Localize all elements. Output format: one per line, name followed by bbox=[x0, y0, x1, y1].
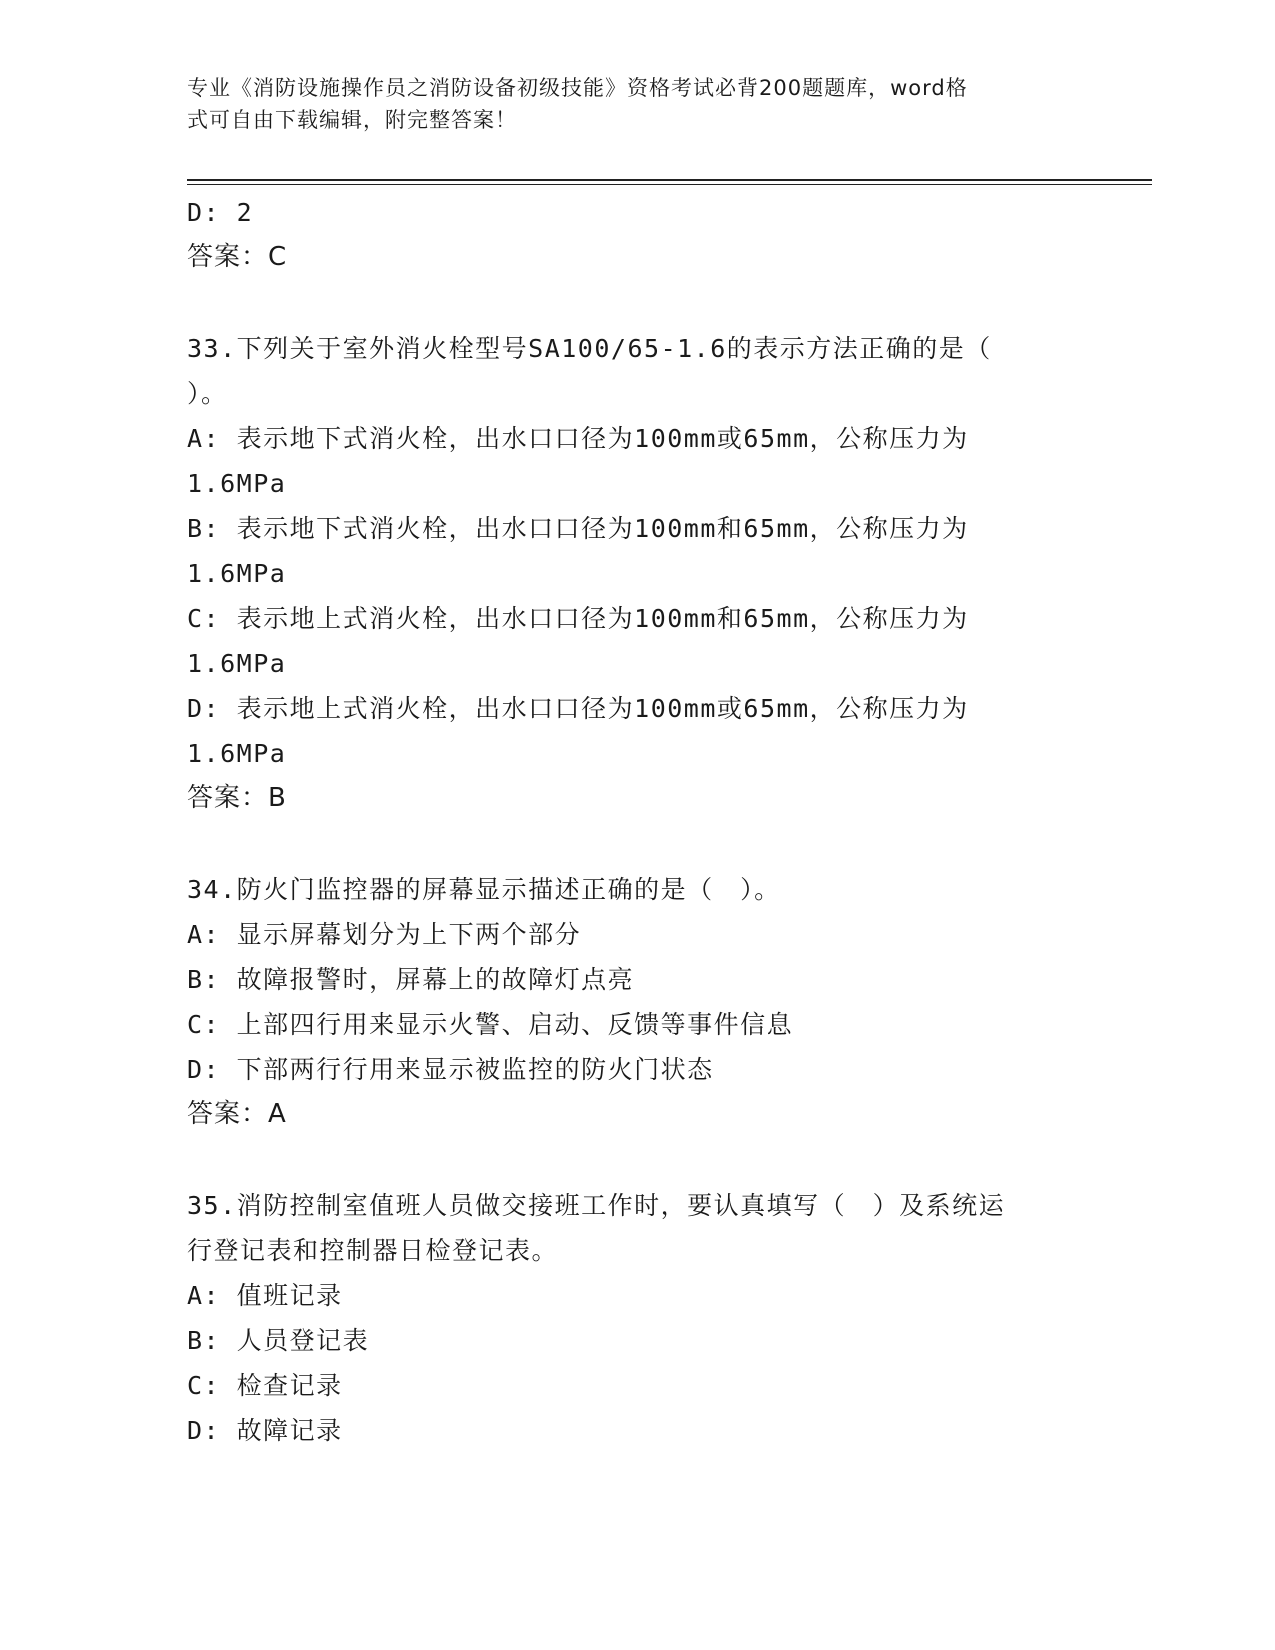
option-c-cont: 1.6MPa bbox=[187, 649, 287, 678]
header-divider-thin bbox=[187, 184, 1152, 185]
option-d: D: 下部两行行用来显示被监控的防火门状态 bbox=[187, 1055, 714, 1084]
option-b-cont: 1.6MPa bbox=[187, 559, 287, 588]
option-d: D: 2 bbox=[187, 198, 254, 227]
question-stem: 33.下列关于室外消火栓型号SA100/65-1.6的表示方法正确的是（ bbox=[187, 334, 992, 363]
answer: 答案：C bbox=[187, 242, 288, 272]
question-35 bbox=[187, 1183, 1087, 1453]
option-c: C: 上部四行用来显示火警、启动、反馈等事件信息 bbox=[187, 1010, 794, 1039]
answer: 答案：A bbox=[187, 1099, 287, 1129]
option-b: B: 人员登记表 bbox=[187, 1326, 370, 1355]
question-stem-cont: 行登记表和控制器日检登记表。 bbox=[187, 1236, 559, 1265]
option-d: D: 故障记录 bbox=[187, 1416, 343, 1445]
option-c: C: 表示地上式消火栓，出水口口径为100mm和65mm，公称压力为 bbox=[187, 604, 969, 633]
document-header bbox=[187, 72, 1067, 136]
question-stem: 34.防火门监控器的屏幕显示描述正确的是（ ）。 bbox=[187, 875, 781, 904]
question-33 bbox=[187, 326, 1087, 821]
answer: 答案：B bbox=[187, 783, 287, 813]
header-line-1: 专业《消防设施操作员之消防设备初级技能》资格考试必背200题题库，word格 bbox=[187, 76, 968, 100]
header-divider-thick bbox=[187, 179, 1152, 181]
question-stem: 35.消防控制室值班人员做交接班工作时，要认真填写（ ）及系统运 bbox=[187, 1191, 1006, 1220]
option-b: B: 表示地下式消火栓，出水口口径为100mm和65mm，公称压力为 bbox=[187, 514, 969, 543]
option-c: C: 检查记录 bbox=[187, 1371, 343, 1400]
option-b: B: 故障报警时，屏幕上的故障灯点亮 bbox=[187, 965, 635, 994]
option-a: A: 表示地下式消火栓，出水口口径为100mm或65mm，公称压力为 bbox=[187, 424, 969, 453]
option-a: A: 显示屏幕划分为上下两个部分 bbox=[187, 920, 582, 949]
question-list bbox=[187, 190, 1087, 1453]
header-line-2: 式可自由下载编辑，附完整答案！ bbox=[187, 108, 517, 132]
question-stem-cont: ）。 bbox=[187, 379, 228, 408]
question-32-tail bbox=[187, 190, 1087, 280]
option-d: D: 表示地上式消火栓，出水口口径为100mm或65mm，公称压力为 bbox=[187, 694, 969, 723]
question-34 bbox=[187, 867, 1087, 1137]
option-d-cont: 1.6MPa bbox=[187, 739, 287, 768]
option-a: A: 值班记录 bbox=[187, 1281, 343, 1310]
option-a-cont: 1.6MPa bbox=[187, 469, 287, 498]
